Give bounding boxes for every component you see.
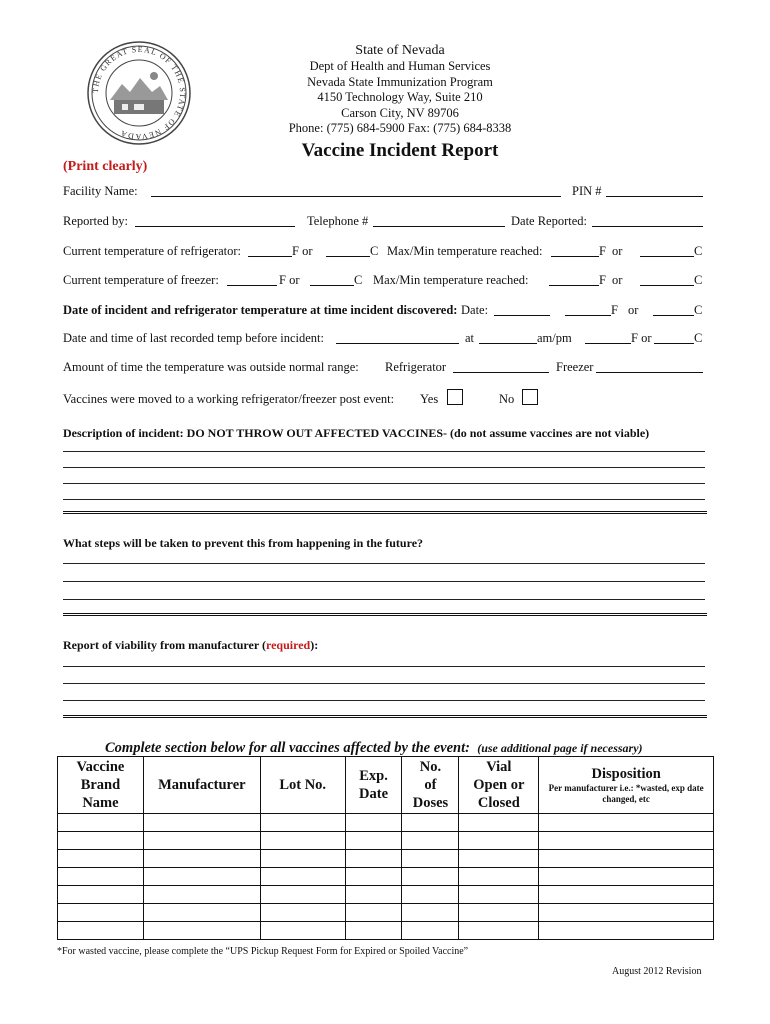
at-text: at xyxy=(465,331,475,345)
description-line[interactable] xyxy=(63,483,705,484)
fridge-maxmin-c-field[interactable] xyxy=(640,244,694,257)
reported-by-label: Reported by: xyxy=(63,214,128,228)
telephone-field[interactable] xyxy=(373,214,505,227)
header-manufacturer: Manufacturer xyxy=(143,757,260,814)
time-outside-range-row xyxy=(63,360,705,380)
no-label: No xyxy=(499,392,515,406)
pin-field[interactable] xyxy=(606,184,703,197)
table-cell[interactable] xyxy=(58,814,144,832)
last-recorded-time-field[interactable] xyxy=(479,331,537,344)
table-cell[interactable] xyxy=(58,904,144,922)
table-cell[interactable] xyxy=(402,868,459,886)
revision-date: August 2012 Revision xyxy=(612,966,702,977)
table-cell[interactable] xyxy=(402,904,459,922)
table-cell[interactable] xyxy=(260,922,345,940)
agency-header xyxy=(240,42,560,137)
viability-line[interactable] xyxy=(63,683,705,684)
prevention-line[interactable] xyxy=(63,581,705,582)
last-recorded-date-field[interactable] xyxy=(336,331,459,344)
table-row xyxy=(58,922,714,940)
table-cell[interactable] xyxy=(143,886,260,904)
viability-heading-text: Report of viability from manufacturer ( xyxy=(63,638,266,652)
pin-label: PIN # xyxy=(572,184,602,198)
header-text: Doses xyxy=(412,795,449,811)
c-text: C xyxy=(694,331,703,345)
yes-checkbox[interactable] xyxy=(447,389,463,405)
table-cell[interactable] xyxy=(143,814,260,832)
f-or-text: F or xyxy=(279,273,300,287)
table-cell[interactable] xyxy=(539,886,714,904)
table-cell[interactable] xyxy=(402,832,459,850)
table-cell[interactable] xyxy=(459,814,539,832)
f-or-text: F or xyxy=(631,331,652,345)
table-cell[interactable] xyxy=(58,886,144,904)
section-divider xyxy=(63,511,707,514)
incident-date-field[interactable] xyxy=(494,303,550,316)
header-text: No. xyxy=(419,759,442,775)
f-or-text: F or xyxy=(292,244,313,258)
department: Dept of Health and Human Services xyxy=(309,59,491,73)
header-disposition xyxy=(539,757,714,814)
address-line-2: Carson City, NV 89706 xyxy=(341,105,459,120)
telephone-label: Telephone # xyxy=(307,214,369,228)
table-cell[interactable] xyxy=(345,868,402,886)
header-vaccine-brand-name xyxy=(58,757,144,814)
freezer-temp-row xyxy=(63,273,705,293)
c-text: C xyxy=(354,273,363,287)
table-cell[interactable] xyxy=(345,832,402,850)
table-cell[interactable] xyxy=(539,850,714,868)
header-text: Name xyxy=(82,795,119,811)
description-line[interactable] xyxy=(63,499,705,500)
header-text: Open or xyxy=(473,777,525,793)
reported-row xyxy=(63,214,705,234)
time-outside-range-label: Amount of time the temperature was outside normal range: xyxy=(63,360,359,374)
table-cell[interactable] xyxy=(402,850,459,868)
facility-row xyxy=(63,184,705,204)
address-line-1: 4150 Technology Way, Suite 210 xyxy=(317,90,483,104)
table-cell[interactable] xyxy=(260,868,345,886)
table-cell[interactable] xyxy=(459,832,539,850)
table-cell[interactable] xyxy=(260,832,345,850)
table-cell[interactable] xyxy=(345,814,402,832)
seal-text: THE GREAT SEAL OF THE STATE OF NEVADA xyxy=(90,44,188,142)
table-cell[interactable] xyxy=(143,832,260,850)
table-cell[interactable] xyxy=(260,850,345,868)
header-text: of xyxy=(424,777,437,793)
table-cell[interactable] xyxy=(143,868,260,886)
ampm-text: am/pm xyxy=(537,331,572,345)
fridge-temp-row xyxy=(63,244,705,264)
additional-page-note: (use additional page if necessary) xyxy=(477,741,643,755)
date-reported-field[interactable] xyxy=(592,214,703,227)
form-title: Vaccine Incident Report xyxy=(301,140,499,161)
nevada-state-seal xyxy=(86,40,192,146)
header-lot-no: Lot No. xyxy=(260,757,345,814)
table-cell[interactable] xyxy=(402,886,459,904)
table-cell[interactable] xyxy=(143,922,260,940)
prevention-line[interactable] xyxy=(63,563,705,564)
header-vial-open-closed xyxy=(459,757,539,814)
table-cell[interactable] xyxy=(260,886,345,904)
description-line[interactable] xyxy=(63,467,705,468)
last-recorded-label: Date and time of last recorded temp before incident: xyxy=(63,331,325,345)
freezer-temp-label: Current temperature of freezer: xyxy=(63,273,219,287)
program: Nevada State Immunization Program xyxy=(307,74,493,89)
or-text: or xyxy=(612,273,623,287)
header-text: Brand xyxy=(80,777,121,793)
table-cell[interactable] xyxy=(260,814,345,832)
yes-label: Yes xyxy=(420,392,439,406)
last-recorded-f-field[interactable] xyxy=(585,331,631,344)
vaccine-table-instructions xyxy=(105,740,643,757)
table-cell[interactable] xyxy=(539,904,714,922)
affected-vaccines-table xyxy=(57,756,714,940)
f-text: F xyxy=(599,273,606,287)
viability-line[interactable] xyxy=(63,666,705,667)
freezer-f-field[interactable] xyxy=(227,273,277,286)
table-cell[interactable] xyxy=(459,886,539,904)
table-row xyxy=(58,814,714,832)
refrigerator-label: Refrigerator xyxy=(385,360,447,374)
viability-line[interactable] xyxy=(63,700,705,701)
table-cell[interactable] xyxy=(539,814,714,832)
c-text: C xyxy=(370,244,379,258)
header-text: Closed xyxy=(477,795,520,811)
header-text: Vaccine xyxy=(76,759,125,775)
facility-name-label: Facility Name: xyxy=(63,184,138,198)
fridge-f-field[interactable] xyxy=(248,244,292,257)
table-cell[interactable] xyxy=(459,868,539,886)
table-cell[interactable] xyxy=(58,922,144,940)
table-cell[interactable] xyxy=(260,904,345,922)
header-text: Date xyxy=(359,786,389,802)
last-recorded-row xyxy=(63,331,705,351)
or-text: or xyxy=(612,244,623,258)
f-text: F xyxy=(611,303,618,317)
c-text: C xyxy=(694,273,703,287)
fridge-maxmin-label: Max/Min temperature reached: xyxy=(387,244,543,258)
fridge-maxmin-f-field[interactable] xyxy=(551,244,599,257)
table-cell[interactable] xyxy=(539,832,714,850)
viability-heading-suffix: ): xyxy=(310,638,319,652)
incident-date-label: Date of incident and refrigerator temperature at time incident discovered: xyxy=(63,303,458,317)
table-cell[interactable] xyxy=(539,868,714,886)
table-cell[interactable] xyxy=(58,832,144,850)
table-header-row xyxy=(58,757,714,814)
prevention-line[interactable] xyxy=(63,599,705,600)
header-text: Vial xyxy=(486,759,512,775)
header-exp-date xyxy=(345,757,402,814)
fridge-c-field[interactable] xyxy=(326,244,370,257)
freezer-time-field[interactable] xyxy=(596,360,703,373)
description-heading: Description of incident: DO NOT THROW OUT AFFECTED VACCINES- (do not assume vaccines are not viable) xyxy=(63,426,650,440)
viability-heading xyxy=(63,638,318,653)
date-reported-label: Date Reported: xyxy=(511,214,588,228)
table-cell[interactable] xyxy=(459,850,539,868)
table-cell[interactable] xyxy=(539,922,714,940)
freezer-c-field[interactable] xyxy=(310,273,354,286)
prevention-heading: What steps will be taken to prevent this from happening in the future? xyxy=(63,536,424,550)
table-cell[interactable] xyxy=(402,814,459,832)
date-label: Date: xyxy=(461,303,489,317)
table-cell[interactable] xyxy=(459,904,539,922)
header-no-of-doses xyxy=(402,757,459,814)
required-text: required xyxy=(265,638,311,652)
table-cell[interactable] xyxy=(459,922,539,940)
phone-fax: Phone: (775) 684-5900 Fax: (775) 684-8338 xyxy=(288,121,512,135)
disposition-subtext: Per manufacturer i.e.: *wasted, exp date changed, etc xyxy=(548,783,704,804)
table-row xyxy=(58,832,714,850)
table-cell[interactable] xyxy=(345,850,402,868)
fridge-temp-label: Current temperature of refrigerator: xyxy=(63,244,242,258)
table-cell[interactable] xyxy=(345,922,402,940)
freezer-maxmin-label: Max/Min temperature reached: xyxy=(373,273,529,287)
table-cell[interactable] xyxy=(345,904,402,922)
complete-section-text: Complete section below for all vaccines affected by the event: xyxy=(105,740,470,756)
section-divider xyxy=(63,715,707,718)
freezer-label: Freezer xyxy=(556,360,594,374)
incident-date-row xyxy=(63,303,705,323)
table-row xyxy=(58,868,714,886)
reported-by-field[interactable] xyxy=(135,214,295,227)
table-cell[interactable] xyxy=(402,922,459,940)
print-clearly-note: (Print clearly) xyxy=(63,159,148,174)
table-row xyxy=(58,850,714,868)
state-name: State of Nevada xyxy=(355,43,445,58)
table-cell[interactable] xyxy=(58,868,144,886)
freezer-maxmin-c-field[interactable] xyxy=(640,273,694,286)
or-text: or xyxy=(628,303,639,317)
description-line[interactable] xyxy=(63,451,705,452)
facility-name-field[interactable] xyxy=(151,184,561,197)
table-cell[interactable] xyxy=(345,886,402,904)
incident-c-field[interactable] xyxy=(653,303,694,316)
header-text: Disposition xyxy=(591,766,661,782)
incident-f-field[interactable] xyxy=(565,303,611,316)
last-recorded-c-field[interactable] xyxy=(654,331,694,344)
table-row xyxy=(58,904,714,922)
footnote: *For wasted vaccine, please complete the “UPS Pickup Request Form for Expired or Spoiled Vaccine” xyxy=(57,946,469,957)
header-text: Exp. xyxy=(359,768,388,784)
f-text: F xyxy=(599,244,606,258)
table-row xyxy=(58,886,714,904)
vaccines-moved-label: Vaccines were moved to a working refrigerator/freezer post event: xyxy=(63,392,395,406)
table-cell[interactable] xyxy=(143,904,260,922)
no-checkbox[interactable] xyxy=(522,389,538,405)
table-cell[interactable] xyxy=(143,850,260,868)
table-cell[interactable] xyxy=(58,850,144,868)
vaccines-moved-row xyxy=(63,392,705,412)
section-divider xyxy=(63,613,707,616)
c-text: C xyxy=(694,244,703,258)
refrigerator-time-field[interactable] xyxy=(453,360,549,373)
freezer-maxmin-f-field[interactable] xyxy=(549,273,599,286)
c-text: C xyxy=(694,303,703,317)
